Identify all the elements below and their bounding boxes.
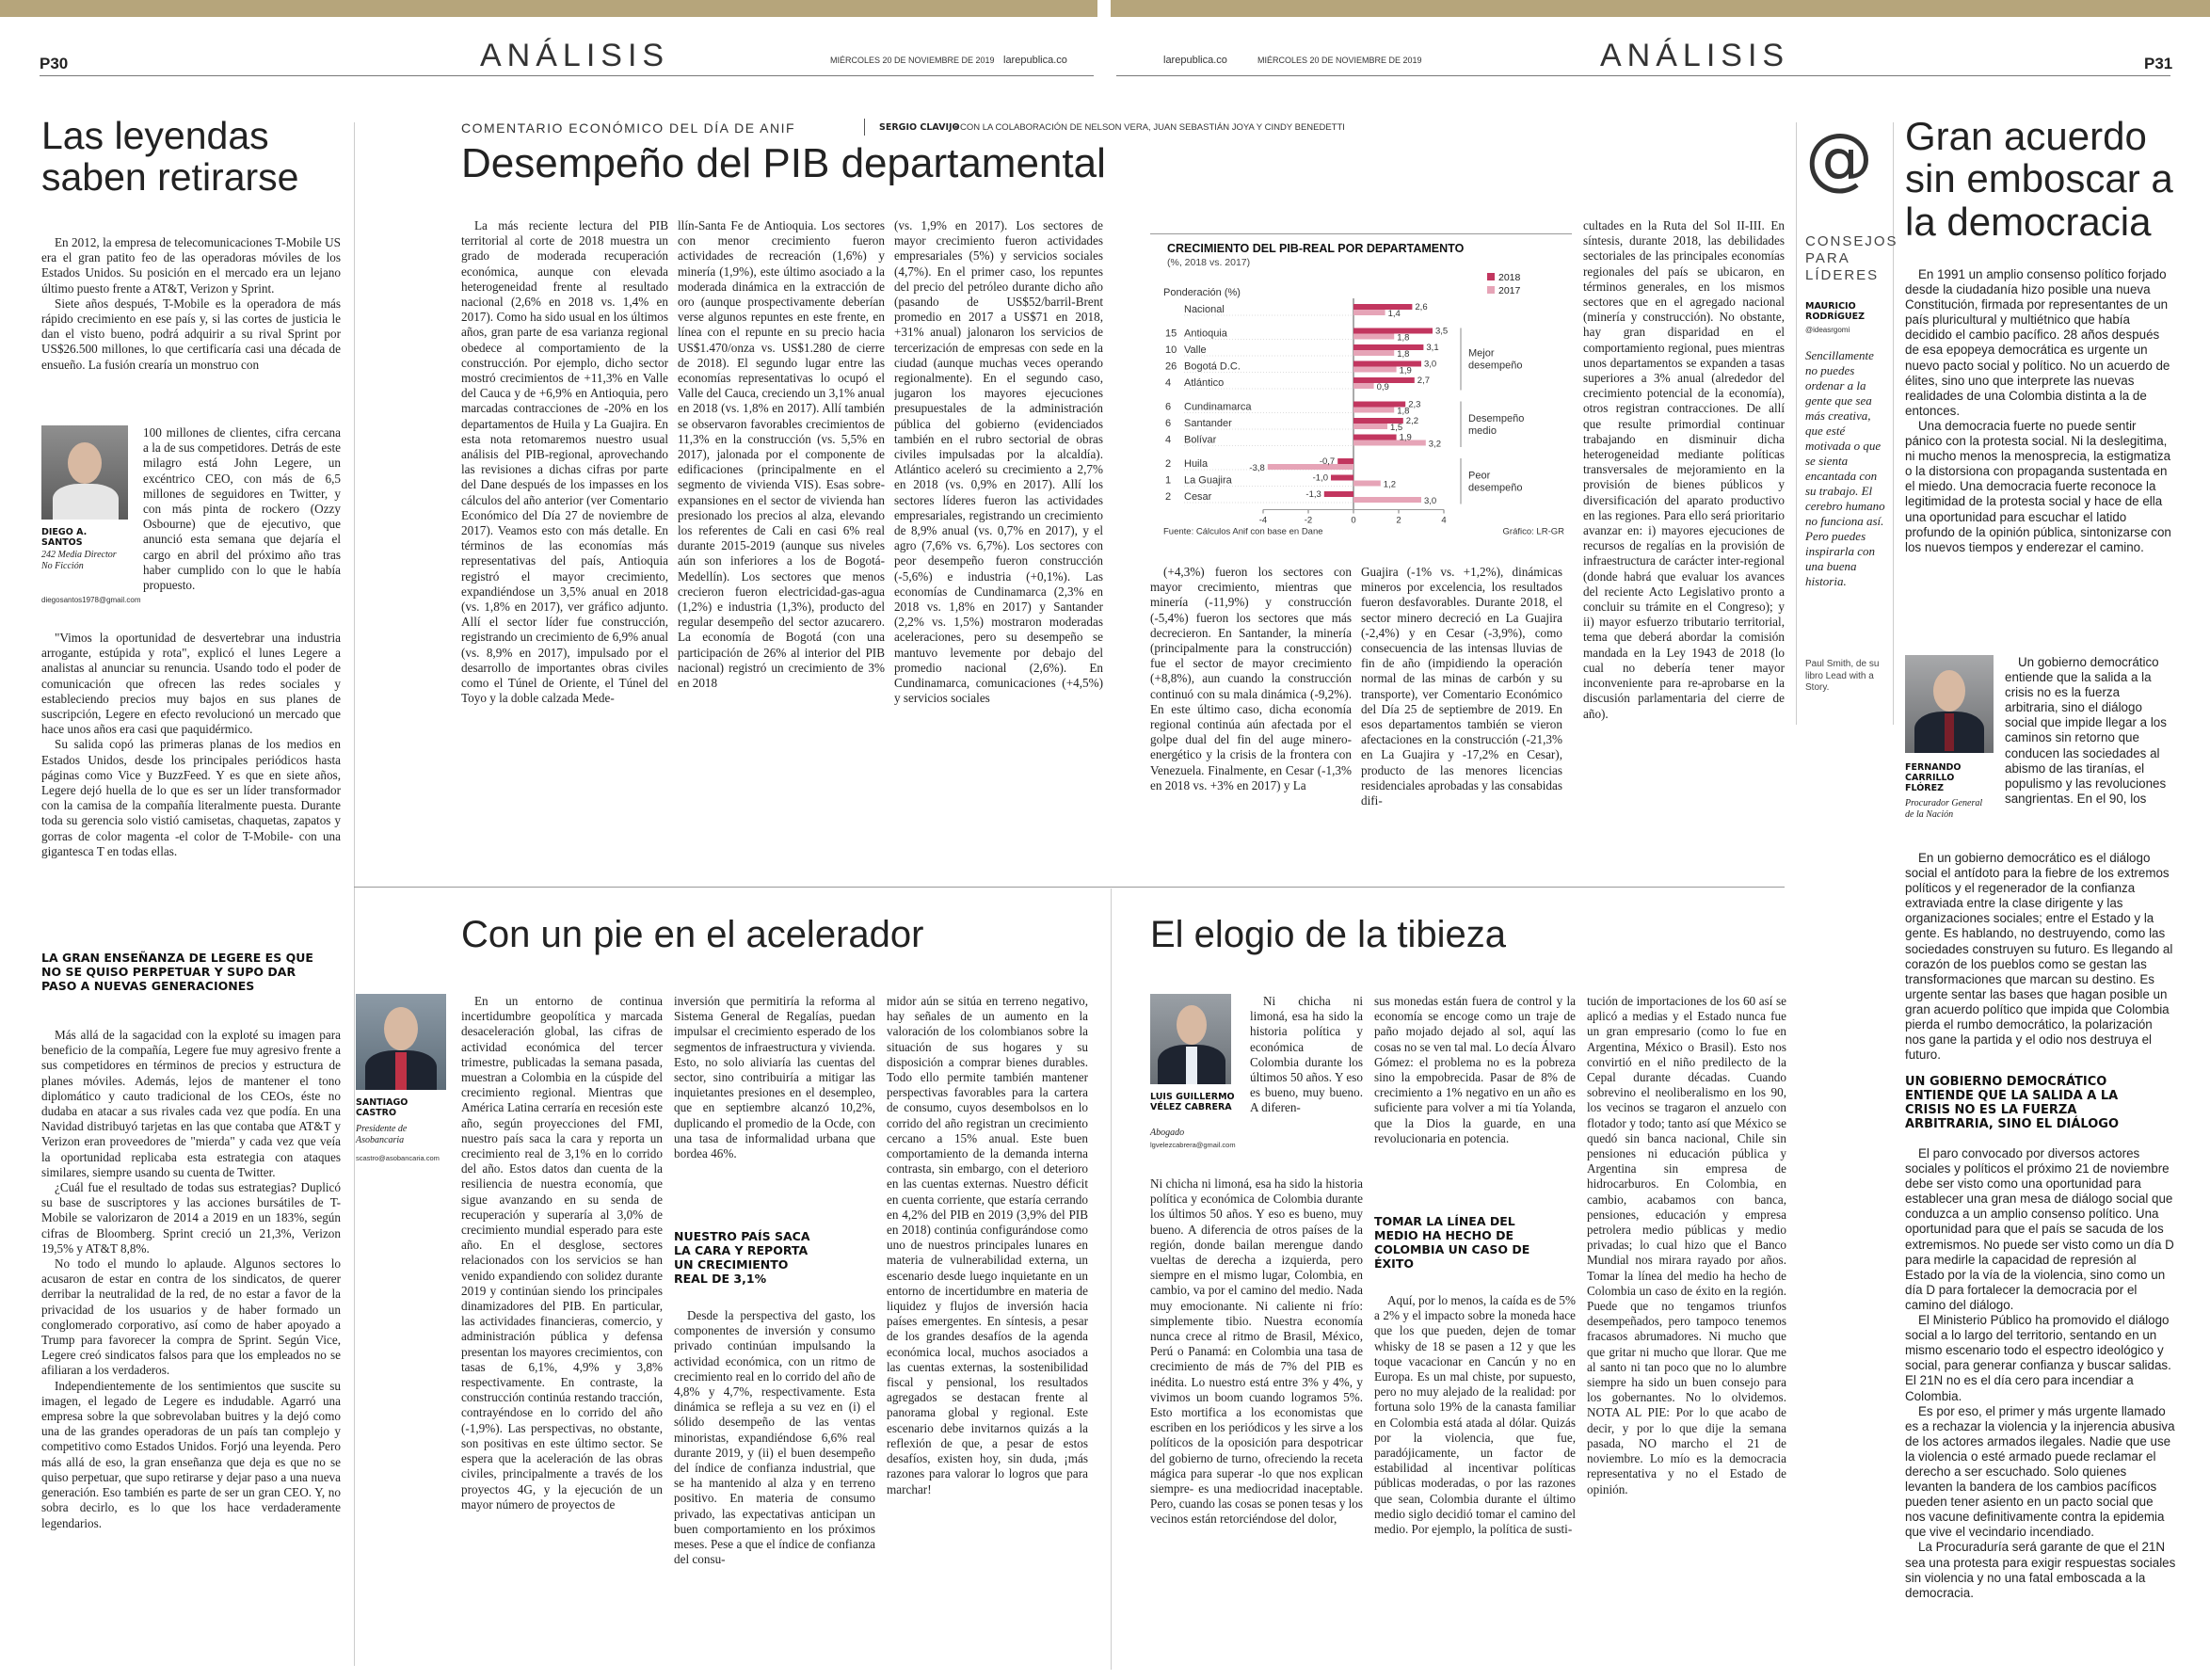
right-p6: El Ministerio Público ha promovido el diálogo social a lo largo del territorio, sentando en un mismo escenario todo el espectro ideológico y social, para generar confianza y buscar salidas. El 21N no es el día cero para incendiar a Colombia. (1905, 1313, 2171, 1403)
right-p5: El paro convocado por diversos actores sociales y políticos el próximo 21 de noviembre debe ser visto como una oportunidad para establecer una gran mesa de diálogo social que conduzca a un amplio consenso político. Una oportunidad para que el país se sacuda de los extremismos. No puede ser visto como un día D para medirle la capacidad de represión al Estado por la vía de la violencia, sino como un día D para fortalecer la democracia por el camino del diálogo. (1905, 1146, 2174, 1312)
anif-byline-rest: • CON LA COLABORACIÓN DE NELSON VERA, JUAN SEBASTIÁN JOYA Y CINDY BENEDETTI (954, 122, 1345, 133)
chart-value-label-2018: 3,5 (1435, 326, 1449, 337)
right-body-bottom (1905, 1146, 2176, 1673)
chart-group-label: Peor (1468, 470, 1491, 482)
right-body-mid: En un gobierno democrático es el diálogo social el antídoto para la fiebre de los extremos políticos y el regenerador de la confianza extraviada entre la clase dirigente y las organizaciones sociales; entre el Estado y la gente. Es hablando, no destruyendo, como las sociedades construyen su futuro. Es llegando al corazón de los pueblos como se gestan las transformaciones que marcan su destino. Es urgente sentar las bases que hagan posible un gran acuerdo político que impida que Colombia pierda el rumbo democrático, la polarización nos gane la partida y el odio nos destruya el futuro. (1905, 851, 2173, 1063)
anif-col6: cultades en la Ruta del Sol II-III. En síntesis, durante 2018, las debilidades sectoriales de las principales economías regionales del país se ubicaron, en términos generales, en los mismos sectores que en el agregado nacional (minería y construcción). No obstante, hay gran disparidad en el comportamiento regional, pues mientras unos departamentos se expanden a tasas superiores a 3% anual (alrededor del crecimiento potencial de la economía), otros registran contracciones. De allí que resulte primordial continuar trabajando en disminuir dicha heterogeneidad mediante políticas transversales de mejoramiento en la provisión de bienes públicos y diversificación del aparato productivo en las regiones. Para ello será prioritario avanzar en: i) mayores ejecuciones de recursos de regalías en la provisión de infraestructura de carácter inter-regional (donde habrá que evaluar los avances del reciente Acto Legislativo pronto a concluir su trámite en el Congreso); y ii) mayor esfuerzo tributario territorial, tema que deberá abordar la comisión mandada en la Ley 1943 de 2018 (lo cual no debería tener mayor inconveniente para re-aprobarse en la discusión parlamentaria del cierre de año). (1583, 218, 1785, 721)
chart-weight-label: 4 (1165, 434, 1172, 446)
header-site-left: larepublica.co (1003, 55, 1067, 66)
author-photo-luis-velez (1150, 994, 1231, 1084)
chart-group-label: desempeño (1468, 482, 1523, 494)
right-p8: La Procuraduría será garante de que el 21N sea una protesta para exigir respuestas sociales sin violencia y no una fatal emboscada a la democracia. (1905, 1540, 2176, 1600)
chart-bar-2018 (1353, 344, 1423, 350)
chart-value-label-2017: 1,2 (1383, 479, 1397, 490)
col1-p6: ¿Cuál fue el resultado de todas sus estrategias? Duplicó su base de suscriptores y las acciones bursátiles de T-Mobile se valorizaron de 2014 a 2019 en un 183%, según cifras de Bloomberg. Sprint creció un 21,3%, Verizon 19,5% y AT&T 8,8%. (41, 1180, 341, 1256)
col1-author-email: diegosantos1978@gmail.com (41, 596, 141, 604)
header-site-right: larepublica.co (1163, 55, 1227, 66)
right-p7: Es por eso, el primer y más urgente llamado es a rechazar la violencia y la injerencia abusiva de los actores armados ilegales. Nadie que use la violencia o esté armado puede reclamar el derecho a ser escuchado. Solo quienes levanten la bandera de los cambios pacíficos pueden tener asiento en un pacto social que nos vacune definitivamente contra la epidemia que vive el vecindario incendiado. (1905, 1403, 2175, 1540)
pie-author-role: Presidente de Asobancaria (356, 1124, 408, 1145)
right-p2: Una democracia fuerte no puede sentir pánico con la protesta social. Ni la deslegitima, ni mucho menos la menosprecia, la estigmatiza o la distorsiona con propaganda sustentada en el miedo. Una democracia fuerte reconoce la legitimidad de la protesta social y hace de ella una oportunidad para escuchar el latido profundo de la opinión pública, sintonizarse con los nuevos tiempos y enderezar el camino. (1905, 418, 2171, 554)
tibieza-headline: El elogio de la tibieza (1150, 914, 1507, 955)
right-author-role: Procurador General de la Nación (1905, 798, 1983, 820)
chart-value-label-2017: 3,0 (1424, 496, 1437, 506)
chart-weight-label: 2 (1165, 491, 1172, 503)
author-face (384, 1007, 418, 1050)
col1-body-wrap (143, 425, 341, 631)
tibieza-col3: tución de importaciones de los 60 así se aplicó a medias y el Estado nunca fue un gran empresario (como lo fue en Argentina, México o Brasil). Esto nos convirtió en el niño predilecto de la Cepal durante décadas. Cuando sobrevino el neoliberalismo en los 90, los vecinos se tragaron el anzuelo con flotador y todo; tanto así que México se quedó sin banca nacional, Chile sin pensiones ni educación pública y Argentina sin empresa de hidrocarburos. En Colombia, en cambio, acabamos con banca, pensiones, educación y empresa petrolera medio públicas y medio privadas; lo cual hizo que el Banco Mundial nos mirara rayado por años. Tomar la línea del medio ha hecho de Colombia un caso de éxito en la región. Puede que no tengamos triunfos desempeñados, pero tampoco tenemos fracasos abrumadores. Ni mucho que que gritar ni mucho que llorar. Que me al santo ni tan poco que no lo alumbre siempre ha sido un buen consejo para los gobernantes. No lo olvidemos. NOTA AL PIE: Por lo que acabo de decir, y por lo que dije la semana pasada, NO marcho el 21 de noviembre. Lo mío es la democracia representativa y no el Estado de opinión. (1587, 994, 1786, 1496)
right-subhead: UN GOBIERNO DEMOCRÁTICO ENTIENDE QUE LA SALIDA A LA CRISIS NO ES LA FUERZA ARBITRARIA, SINO EL DIÁLOGO (1905, 1075, 2119, 1131)
right-p1: En 1991 un amplio consenso político forjado desde la ciudadanía hizo posible una nueva Constitución, firmada por representantes de un país pluricultural y multiétnico que había decidido el cambio pacífico. 28 años después de esa epopeya democrática es urgente un nuevo pacto social y político. No un acuerdo de élites, sino uno que interprete las nuevas realidades de una Colombia distinta a la de entonces. (1905, 267, 2170, 418)
author-face (1177, 1005, 1207, 1045)
anif-headline: Desempeño del PIB departamental (461, 140, 1106, 186)
right-body-top (1905, 267, 2176, 651)
col1-body-top (41, 235, 341, 424)
chart-weight-label: 26 (1165, 360, 1177, 373)
pie-headline: Con un pie en el acelerador (461, 914, 924, 955)
right-author-name: FERNANDO CARRILLO FLÓREZ (1905, 762, 1962, 793)
divider-bottom-center (1111, 888, 1112, 1670)
chart-bar-2018 (1337, 458, 1353, 464)
chart-x-tick-label: 2 (1396, 515, 1401, 526)
legend-label-2017: 2017 (1498, 285, 1521, 296)
chart-value-label-2018: 2,3 (1408, 399, 1421, 410)
chart-value-label-2017: 1,8 (1397, 332, 1410, 344)
author-photo-diego-santos (41, 425, 128, 520)
tibieza-author-name: LUIS GUILLERMO VÉLEZ CABRERA (1150, 1092, 1235, 1112)
col1-p4: Su salida copó las primeras planas de los medios en Estados Unidos, desde los principales periódicos hasta páginas como Vice y BuzzFeed. Y es que en siete años, Legere dejó huella de lo que es ser un líder transformador con la camisa de la compañía literalmente puesta. Durante toda su gerencia solo vistió camisetas, chaquetas, zapatos y gorras de color magenta -el color de T-Mobile- con una gigantesca T en todas ellas. (41, 737, 341, 858)
chart-area (1150, 233, 1572, 553)
tibieza-col1-rest: Ni chicha ni limoná, esa ha sido la historia política y económica de Colombia durante los últimos 50 años. Y eso es bueno, muy bueno. A diferencia de otros países de la región, donde bailan merengue dando vueltas de derecha a izquierda, pero siempre en el mismo lugar, Colombia, en cambio, va por el camino del medio. Nada muy emocionante. Ni caliente ni frío: simplemente tibio. Nuestra economía nunca crece al ritmo de Brasil, México, Perú o Panamá: en Colombia una tasa de crecimiento de más de 7% del PIB es inédita. Lo nuestro está entre 3% y 4%, y vivimos un boom cuando logramos 5%. Esto mortifica a los economistas que escriben en los periódicos y les sirve a los políticos de la oposición para despotricar del gobierno de turno, ofreciendo la receta mágica para superar -lo que nos explican siempre- es una mediocridad inaceptable. Pero, cuando las cosas se ponen tesas y los vecinos están retorciéndose del dolor, (1150, 1176, 1363, 1527)
header-date-right: MIÉRCOLES 20 DE NOVIEMBRE DE 2019 (1257, 56, 1422, 65)
chart-category-label: Nacional (1184, 304, 1225, 315)
col1-p2a: Siete años después, T-Mobile es la operadora de más rápido crecimiento en ese país y, si las cortes de justicia le dan el visto bueno, podrá adquirir a su rival Sprint por US$26.500 millones, lo que certificaría casi una década de ensueño. La fusión crearía un monstruo con (41, 296, 341, 372)
chart-weight-label: 2 (1165, 458, 1172, 470)
chart-bar-2017 (1353, 408, 1394, 413)
author-photo-santiago-castro (356, 994, 446, 1090)
chart-bar-2018 (1353, 435, 1397, 440)
tibieza-col1-lead: Ni chicha ni limoná, esa ha sido la historia política y económica de Colombia durante los últimos 50 años. Y eso es bueno, muy bueno. A diferen- (1250, 994, 1363, 1115)
chart-group-label: medio (1468, 424, 1497, 437)
right-body-wrap: Un gobierno democrático entiende que la salida a la crisis no es la fuerza arbitraria, sino el diálogo social que impide llegar a los caminos sin retorno que conducen las sociedades al abismo de las tiranías, el populismo y las revoluciones sangrientas. En el 90, los (2005, 655, 2167, 806)
chart-x-tick-label: -4 (1258, 515, 1268, 526)
chart-value-label-2018: 2,7 (1417, 376, 1431, 386)
consejos-credit: Paul Smith, de su libro Lead with a Story. (1805, 659, 1880, 693)
chart-weight-label: 10 (1165, 344, 1177, 356)
chart-value-label-2017: 1,8 (1397, 406, 1410, 417)
chart-legend-2018 (1487, 272, 1520, 283)
pie-col2a: inversión que permitiría la reforma al Sistema General de Regalías, puedan impulsar el crecimiento esperado de los segmentos de infraestructura y vivienda. Esto, no solo aliviaría las cuentas del sector, sino contribuiría a mitigar las inquietantes presiones en el desempleo, que en septiembre alcanzó 10,2%, duplicando el promedio de la Ocde, con una tasa de informalidad urbana que bordea 46%. (674, 994, 875, 1161)
author-shirt (53, 484, 119, 520)
chart-bar-2017 (1353, 350, 1394, 356)
anif-byline-sep (864, 119, 865, 136)
chart-bar-2018 (1353, 304, 1412, 310)
chart-bar-2017 (1353, 310, 1385, 315)
chart-value-label-2017: 0,9 (1376, 382, 1389, 392)
header-rule-right (1116, 75, 2170, 76)
chart-group-label: desempeño (1468, 360, 1523, 372)
col1-body-mid (41, 631, 341, 932)
chart-value-label-2017: 3,2 (1428, 439, 1442, 450)
tibieza-col2a: sus monedas están fuera de control y la economía se encoge como un traje de paño mojado dejado al sol, aquí las cosas no se ven tal mal. Lo decía Álvaro Gómez: el problema no es la pobreza sino la empobrecida. Pasar de 8% de crecimiento a 1% negativo en un año es suficiente para volver a mi tía Yolanda, que la Dios la guarde, en una revolucionaria en potencia. (1374, 994, 1576, 1145)
section-title-left: ANÁLISIS (480, 38, 670, 73)
chart-value-label-2017: 1,4 (1387, 309, 1401, 319)
author-shirt (1186, 1047, 1197, 1084)
chart-bar-2017 (1353, 481, 1381, 487)
chart-value-label-2018: -0,7 (1319, 456, 1336, 467)
consejos-author-name: MAURICIO RODRÍGUEZ (1805, 301, 1866, 322)
chart-bar-2018 (1331, 475, 1353, 481)
author-photo-fernando-carrillo (1905, 655, 1994, 753)
pib-chart-svg (1150, 298, 1572, 581)
chart-weight-label: 6 (1165, 418, 1172, 429)
col1-author-name: DIEGO A. SANTOS (41, 527, 88, 548)
anif-kicker: COMENTARIO ECONÓMICO DEL DÍA DE ANIF (461, 120, 796, 136)
anif-col4: (+4,3%) fueron los sectores con mayor crecimiento, mientras que minería (-11,9%) y construcción (-5,4%) fueron los sectores que más decrecieron. En Santander, la minería (principalmente para la construcción) fue el sector de mayor crecimiento (+8,8%), aun cuando la construcción continuó con su mala dinámica (-9,2%). En este último caso, dicha economía regional continúa aún afectada por el golpe dual del fin del auge minero-energético y la crisis de la frontera con Venezuela. Finalmente, en Cesar (-1,3% en 2018 vs. +3% en 2017) y La (1150, 565, 1352, 792)
col1-p8: Independientemente de los sentimientos que suscite su imagen, el legado de Legere es indudable. Agarró una empresa sobre la que sobrevolaban buitres y la dejó como una de las grandes operadoras de un país tan complejo y competitivo como Estados Unidos. Forjó una leyenda. Pero más allá de eso, la gran enseñanza que deja es que no se quiso perpetuar, que supo retirarse y dejar paso a una nueva generación. Eso también es parte de ser un gran CEO. Y, no sobra decirlo, es lo que los hace verdaderamente legendarios. (41, 1378, 341, 1530)
chart-value-label-2018: 1,9 (1399, 432, 1412, 443)
divider-col1 (354, 122, 355, 1666)
top-bar-left (0, 0, 1097, 17)
chart-credit: Gráfico: LR-GR (1502, 526, 1564, 537)
section-title-right: ANÁLISIS (1600, 38, 1790, 73)
chart-category-label: Valle (1184, 344, 1207, 356)
chart-value-label-2018: 3,0 (1424, 359, 1437, 370)
chart-value-label-2017: 1,8 (1397, 349, 1410, 360)
anif-col2: llín-Santa Fe de Antioquia. Los sectores con menor crecimiento fueron actividades de recreación (1,6%) y minería (1,9%), este último asociado a la moderada dinámica en la extracción de oro (aunque prospectivamente deberían verse algunos repuntes en este frente, en línea con el repunte en su precio hacia US$1.470/onza vs. US$1.280 de cierre de 2018). El segundo lugar entre las economías representativas lo ocupó el Valle del Cauca, creciendo un 3,1% anual en 2018 (vs. 1,8% en 2017). Allí también se observaron favorables crecimientos de 11,3% en la construcción (vs. 5,5% en 2017), jalonada por el componente de edificaciones (principalmente en el segmento de vivienda VIS). Esas sobre-expansiones en el sector de vivienda han presionado los precios al alza, elevando los referentes de Cali en casi 6% real durante 2015-2019 (aunque sus niveles aún son inferiores a los de Bogotá-Medellín). Los sectores que menos crecieron fueron electricidad-gas-agua (1,2%) e industria (1,3%), producto del regular desempeño del sector azucarero. La economía de Bogotá (con una participación de 26% al interior del PIB nacional) registró un crecimiento de 3% en 2018 (678, 218, 885, 691)
col1-p5: Más allá de la sagacidad con la exploté su imagen para beneficio de la compañía, Legere fue muy agresivo frente a sus competidores en términos de precios y estructura de planes móviles. Además, lejos de mantener el tono diplomático y cauto tradicional de los CEOs, éste no dudaba en atacar a sus rivales cada vez que podía. En una Navidad distribuyó tarjetas en las que contaba que AT&T y Verizon eran proveedores de "mierda" y cada vez que veía la oportunidad replicaba esta estrategia con ataques similares, siempre usando su cuenta de Twitter. (41, 1028, 341, 1179)
right-headline: Gran acuerdo sin emboscar a la democracia (1905, 114, 2173, 244)
chart-category-label: Santander (1184, 418, 1232, 429)
chart-col-header: Ponderación (%) (1163, 287, 1241, 298)
chart-category-label: Huila (1184, 458, 1209, 470)
chart-value-label-2018: 2,6 (1415, 302, 1428, 312)
chart-category-label: Antioquia (1184, 328, 1227, 340)
col1-p2b: 100 millones de clientes, cifra cercana a la de sus competidores. Detrás de este milagro está John Legere, un excéntrico CEO, con más de 6,5 millones de seguidores en Twitter, y con más pinta de rockero (Ozzy Osbourne) que de ejecutivo, que anunció esta semana que dejaría el cargo en abril del próximo año tras haber cumplido con lo que le había propuesto. (143, 425, 341, 593)
col1-headline: Las leyendas saben retirarse (41, 114, 299, 200)
col1-body-bottom (41, 1028, 341, 1677)
consejos-author-handle: @ideasrgomi (1805, 326, 1850, 334)
anif-byline-author: SERGIO CLAVIJO (879, 122, 960, 133)
legend-label-2018: 2018 (1498, 272, 1521, 283)
chart-x-tick-label: 4 (1441, 515, 1447, 526)
col1-author-role: 242 Media Director No Ficción (41, 550, 117, 571)
chart-weight-label: 4 (1165, 377, 1172, 389)
chart-weight-label: 6 (1165, 401, 1172, 413)
chart-group-label: Desempeño (1468, 412, 1525, 424)
chart-weight-label: 1 (1165, 474, 1172, 487)
chart-bar-2018 (1324, 491, 1353, 497)
chart-value-label-2018: -1,0 (1312, 472, 1328, 484)
chart-source: Fuente: Cálculos Anif con base en Dane (1163, 526, 1323, 537)
anif-col3: (vs. 1,9% en 2017). Los sectores de mayor crecimiento fueron actividades empresariales (5%) y servicios sociales (4,7%). En el primer caso, los repuntes del precio del petróleo durante dicho año (pasando de US$52/barril-Brent promedio en 2017 a US$71 en 2018, +31% anual) jalonaron los servicios de tercerización de empresas con sede en la ciudad (aunque muchas veces operando regionalmente). En el segundo caso, jugaron los mayores ejecuciones presupuestales de la administración pública del gobierno (evidenciados también en el rubro sectorial de obras civiles impulsadas por la alcaldía). Atlántico aceleró su crecimiento a 2,7% en 2018 (vs. 0,9% en 2017). Allí los sectores líderes fueron las actividades empresariales, registrando un crecimiento de 8,9% anual (vs. 0,7% en 2017), y el agro (7,6% vs. 6,7%). Los sectores con peor desempeño fueron construcción (-5,6%) e industria (+0,1%). Las economías de Cundinamarca (2,3% en 2018 vs. 1,8% en 2017) y Santander (2,2% vs. 1,5%) mostraron moderadas aceleraciones, pero su desempeño se mantuvo levemente por debajo del promedio nacional (2,6%). En Cundinamarca, comunicaciones (+4,5%) y servicios sociales (894, 218, 1103, 706)
author-face (68, 442, 102, 484)
col1-subhead: LA GRAN ENSEÑANZA DE LEGERE ES QUE NO SE QUISO PERPETUAR Y SUPO DAR PASO A NUEVAS GENERACIONES (41, 951, 313, 993)
header-rule-left (40, 75, 1094, 76)
chart-x-tick-label: -2 (1304, 515, 1313, 526)
author-shirt (1945, 713, 1954, 751)
chart-bar-2018 (1353, 328, 1433, 334)
top-bar-right (1111, 0, 2210, 17)
chart-bar-2017 (1353, 424, 1387, 429)
chart-x-tick-label: 0 (1351, 515, 1356, 526)
chart-bar-2017 (1353, 367, 1397, 373)
chart-category-label: Cundinamarca (1184, 401, 1252, 413)
pie-col1: En un entorno de continua incertidumbre geopolítica y marcada desaceleración global, las cifras de actividad económica del tercer trimestre, publicadas la semana pasada, muestran a Colombia en la cúspide del crecimiento regional. Mientras que América Latina cerraría en recesión este año, según proyecciones del FMI, nuestro país saca la cara y reporta un crecimiento real de 3,1% en lo corrido del año. Estos datos dan cuenta de la resiliencia de nuestra economía, que sigue avanzando en su senda de recuperación y superaría al 3,0% de crecimiento mundial esperado para este año. En el desglose, sectores relacionados con los servicios se han venido expandiendo con solidez durante 2019 y continúan siendo los principales dinamizadores del PIB. En particular, las actividades financieras, comercio, y administración pública y defensa presentan los mayores crecimientos, con tasas de 6,1%, 4,9% y 3,8% respectivamente. En contraste, la construcción continúa restando tracción, contrayéndose en lo corrido del año (-1,9%). Las perspectivas, no obstante, son positivas en este último sector. Se espera que la aceleración de las obras civiles, principalmente a través de los proyectos 4G, y la ejecución de un mayor número de proyectos de (461, 994, 663, 1512)
chart-bar-2017 (1353, 440, 1426, 446)
chart-value-label-2018: 3,1 (1426, 343, 1439, 353)
consejos-label: CONSEJOS PARA LÍDERES (1805, 233, 1898, 283)
consejos-quote: Sencillamente no puedes ordenar a la gente que sea más creativa, que esté motivada o que se sienta encantada con su trabajo. El cerebro humano no funciona así. Pero puedes inspirarla con una buena historia. (1805, 348, 1885, 588)
legend-swatch-2017 (1487, 286, 1495, 294)
pie-col3: midor aún se sitúa en terreno negativo, hay señales de un aumento en la valoración de los colombianos sobre la situación de sus hogares y su disposición a comprar bienes durables. Todo ello permite también mantener perspectivas favorables para la cartera de consumo, cuyos desembolsos en lo corrido del año registran un crecimiento cercano a 15% anual. Este buen comportamiento de la demanda interna contrasta, sin embargo, con el deterioro en las cuentas externas. Nuestro déficit en cuenta corriente, que estaría cerrando en 4,2% del PIB en 2019 (3,9% del PIB en 2018) continúa configurándose como uno de nuestros principales lunares en materia de vulnerabilidad externa, un escenario desde luego inquietante en un entorno de incertidumbre en materia de liquidez y flujos de inversión hacia países emergentes. En síntesis, a pesar de los grandes desafíos de la agenda económica local, muchos asociados a las cuentas externas, la sostenibilidad fiscal y pensional, los resultados agregados se destacan frente al panorama global y regional. Este escenario debe invitarnos quizás a la reflexión de que, a pesar de estos desafíos, existen hoy, sin duda, ¡más razones para valorar lo logros que para marchar! (887, 994, 1088, 1496)
anif-col1: La más reciente lectura del PIB territorial al corte de 2018 muestra un grado de moderada recuperación económica, aunque con elevada heterogeneidad frente al resultado nacional (2,6% en 2018 vs. 1,4% en 2017). Como ha sido usual en los últimos años, gran parte de esa varianza regional obedece al comportamiento de la construcción. Por ejemplo, dicho sector mostró crecimientos de +11,3% en Valle del Cauca y de +6,9% en Antioquia, pero marcadas contracciones de -20% en los departamentos de Huila y La Guajira. En esta nota retomaremos nuestro usual análisis del PIB-regional, aprovechando las revisiones a dichas cifras por parte del Dane después de los impasses en los cálculos del año anterior (ver Comentario Económico del Día 27 de noviembre de 2017). Veamos esto con más detalle. En términos de las economías más representativas del país, Antioquia registró el mayor crecimiento, expandiéndose un 3,5% anual en 2018 (vs. 1,8% en 2017), ver gráfico adjunto. Allí el sector líder fue construcción, registrando un crecimiento de 6,9% anual (vs. 8,9% en 2017), impulsado por el desarrollo de importantes obras civiles como el Túnel de Oriente, el Túnel del Toyo y la doble calzada Mede- (461, 218, 668, 706)
chart-value-label-2017: 1,9 (1399, 365, 1412, 376)
chart-bar-2017 (1353, 497, 1421, 503)
chart-category-label: Bogotá D.C. (1184, 360, 1241, 373)
chart-bar-2017 (1353, 383, 1374, 389)
chart-category-label: Bolívar (1184, 434, 1217, 446)
chart-value-label-2017: -3,8 (1249, 463, 1265, 473)
legend-swatch-2018 (1487, 273, 1495, 280)
anif-col5: Guajira (-1% vs. +1,2%), dinámicas mineros por excelencia, los resultados fueron desfavorables. Durante 2018, el sector minero decreció en La Guajira (-2,4%) y en Cesar (-3,9%), como consecuencia de las intensas lluvias de fin de año (impidiendo la operación normal de las minas de carbón y su transporte), ver Comentario Económico del Día 25 de septiembre de 2019. En esos departamentos también se vieron afectaciones en la construcción (-21,3% en La Guajira y -17,2% en Cesar), producto de las menores licencias residenciales aprobadas y las consabidas difi- (1361, 565, 1562, 808)
pie-subhead: NUESTRO PAÍS SACA LA CARA Y REPORTA UN CRECIMIENTO REAL DE 3,1% (674, 1229, 810, 1286)
page-number-left: P30 (40, 55, 69, 72)
chart-legend-2017 (1487, 285, 1520, 296)
chart-category-label: Atlántico (1184, 377, 1225, 389)
chart-category-label: Cesar (1184, 491, 1212, 503)
col1-p3: "Vimos la oportunidad de desvertebrar una industria arrogante, estúpida y rota", explicó el lunes Legere a analistas al anunciar su renuncia. Usando todo el poder de comunicación que ofrecen las redes sociales y estableciendo precios muy bajos en sus planes de suscripción, Legere en efecto revolucionó un mercado que hace unos años era casi que paquidérmico. (41, 631, 341, 737)
consejos-at-icon: @ (1805, 119, 1873, 198)
chart-value-label-2018: 2,2 (1405, 416, 1419, 426)
chart-value-label-2018: -1,3 (1305, 489, 1321, 500)
chart-category-label: La Guajira (1184, 474, 1232, 487)
chart-title: CRECIMIENTO DEL PIB-REAL POR DEPARTAMENTO (1167, 242, 1465, 255)
chart-value-label-2017: 1,5 (1390, 423, 1403, 433)
col1-p1: En 2012, la empresa de telecomunicaciones T-Mobile US era el gran patito feo de las operadoras móviles de los Estados Unidos. Su posición en el mercado era un lejano último puesto frente a AT&T, Verizon y Sprint. (41, 235, 341, 296)
col1-p7: No todo el mundo lo aplaude. Algunos sectores lo acusaron de estar en contra de los sindicatos, de querer derribar la neutralidad de la red, de no estar a favor de la privacidad de los usuarios y de haber formado un conglomerado corporativo, así como de haber apoyado a Trump para favorecer la compra de Sprint. Según Vice, Legere creó sindicatos falsos para que los empleados no se afiliaran a los verdaderos. (41, 1256, 341, 1378)
pie-author-name: SANTIAGO CASTRO (356, 1097, 408, 1118)
chart-group-label: Mejor (1468, 347, 1495, 360)
tibieza-subhead: TOMAR LA LÍNEA DEL MEDIO HA HECHO DE COLOMBIA UN CASO DE ÉXITO (1374, 1214, 1530, 1271)
tibieza-col2b: Aquí, por lo menos, la caída es de 5% a 2% y el impacto sobre la moneda hace que los que pueden, dejen de tomar whisky de 18 se pasen a 12 y que les toque vacacionar en Cancún y no en Europa. Es un mal chiste, por supuesto, pero no muy alejado de la realidad: por fortuna solo 19% de la canasta familiar en Colombia está atada al dólar. Quizás por la violencia, que fue, paradójicamente, un factor de estabilidad al incentivar políticas públicas moderadas, o por las razones que sean, Colombia durante el último medio siglo decidió tomar el camino del medio. Por ejemplo, la política de susti- (1374, 1293, 1576, 1537)
anif-bottom-rule (354, 887, 1785, 888)
chart-weight-label: 15 (1165, 328, 1177, 340)
author-shirt (395, 1052, 407, 1090)
pie-col2b: Desde la perspectiva del gasto, los componentes de inversión y consumo privado continúan impulsando la actividad económica, con un ritmo de crecimiento real en lo corrido del año de 4,8% y 4,7%, respectivamente. Esta dinámica se refleja a su vez en (i) el sólido desempeño de las ventas minoristas, expandiéndose 6,6% real durante 2019, y (ii) el buen desempeño del índice de confianza industrial, que se ha mantenido al alza y en terreno positivo. En materia de consumo privado, las expectativas anticipan un buen comportamiento en los próximos meses. Pese a que el índice de confianza del consu- (674, 1308, 875, 1567)
chart-bar-2017 (1268, 464, 1353, 470)
author-face (1933, 670, 1965, 712)
tibieza-author-role: Abogado (1150, 1128, 1185, 1138)
chart-subtitle: (%, 2018 vs. 2017) (1167, 257, 1251, 268)
pie-author-email: scastro@asobancaria.com (356, 1154, 440, 1162)
page-number-right: P31 (2144, 55, 2173, 72)
chart-bar-2017 (1353, 334, 1394, 340)
tibieza-author-email: lgvelezcabrera@gmail.com (1150, 1141, 1236, 1149)
tibieza-col1 (1250, 994, 1363, 1173)
header-date-left: MIÉRCOLES 20 DE NOVIEMBRE DE 2019 (830, 56, 995, 65)
